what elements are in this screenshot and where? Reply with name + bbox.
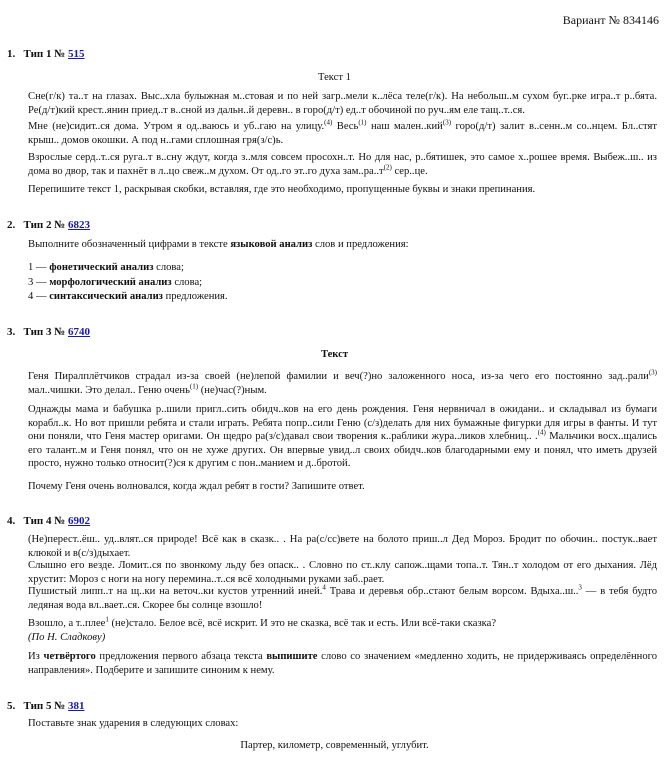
task-2-header: 2. Тип 2 № 6823 — [7, 219, 91, 231]
task-1-link[interactable]: 515 — [68, 48, 85, 60]
task-1-type: Тип 1 № — [23, 48, 66, 60]
task-4-instruction: Из четвёртого предложения первого абзаца текста выпишите слово со значением «медленно ходить, не придерживаясь определённого направления». Подберите и запишите синоним к нему. — [28, 651, 657, 676]
task-4-paragraph-2: Слышно его везде. Ломит..ся по звонкому льду без опаск.. . Словно по ст..клу сапож..щами топа..т. Тян..т холодом от его дыхания. Лёд хрустит: Мороз с ноги на ногу перемина..т..ся всё холодными руками заб..рает. — [28, 560, 657, 585]
task-1-paragraph-1: Сне(г/к) та..т на глазах. Выс..хла булыжная м..стовая и по ней загр..мели к..лёса теле(г/к). На небольш..м сухом буг..рке игра..т р..бята. Ре(д/т)кий крест..янин приед..т в..сной из дальн..й деревн.. в горо(д/т) ед..т обочиной по руч..ям еле тащ..т..ся. — [28, 91, 657, 116]
task-3-link[interactable]: 6740 — [68, 326, 91, 338]
task-5-link[interactable]: 381 — [68, 700, 85, 712]
task-3-paragraph-2: Однажды мама и бабушка р..шили пригл..сить обидч..ков на его день рождения. Геня нервничал в ожидани.. и складывал из бумаги корабл..к. Но вот пришли ребята и стали играть. Ребята попр..сили Геню (с/з)делать для них бумажные фигурки для игры в фанты. И тут они поняли, что Геня мастер оригами. Он щедро ра(з/с)давал свои творения к..раблики жура..ликов хлебниц.. .$^{(4)}$ Мальчики восх..щались его талант..м и Геня понял, что он не хуже других. Он впервые увид..л своих обидч..ков благодарными ему и понял, что иметь друзей просто, нужно только относит(?)ся к другим с пон..манием и д..бротой. — [28, 404, 657, 470]
task-1-header — [7, 47, 85, 61]
text-1-title: Текст 1 — [318, 72, 351, 83]
task-4-paragraph-4: Взошло, а т..плее$^1$ (не)стало. Белое всё, всё искрит. И это не сказка, всё так и есть. Или всё-таки сказка? — [28, 615, 497, 629]
task-5-instruction: Поставьте знак ударения в следующих словах: — [28, 718, 239, 729]
task-3-paragraph-1: Геня Пиралплётчиков страдал из-за своей (не)лепой фамилии и веч(?)но заложенного носа, из-за чего его постоянно зад..рали$^{(3)}$ мал..чишки. Это делал.. Геню очень$^{(1)}$ (не)час(?)ным. — [28, 368, 657, 396]
task-2-intro: Выполните обозначенный цифрами в тексте языковой анализ слов и предложения: — [28, 239, 409, 250]
list-item: 1 — фонетический анализ слова; — [28, 262, 184, 273]
task-4-header: 4. Тип 4 № 6902 — [7, 515, 91, 527]
task-5-words: Партер, километр, современный, углубит. — [240, 740, 429, 751]
task-2-list — [28, 261, 228, 305]
task-3-question: Почему Геня очень волновался, когда ждал ребят в гости? Запишите ответ. — [28, 481, 365, 492]
task-4-paragraph-3: Пушистый липп..т на щ..ки на веточ..ки кустов утренний иней.$^4$ Трава и деревья обр..стают белым ворсом. Вдыха..ш..$^3$ — в тебя будто ледяная вода вл..вает..ся. Скорее бы солнце взошло! — [28, 583, 658, 611]
list-item: 4 — синтаксический анализ предложения. — [28, 291, 228, 303]
task-4-author: (По Н. Сладкову) — [28, 632, 106, 643]
task-4-paragraph-1: (Не)перест..ёш.. уд..влят..ся природе! Всё как в сказк.. . На ра(с/сс)вете на болото приш..л Дед Мороз. Бродит по обочин.. постук..вает клюкой и в(с/з)дыхает. — [28, 534, 657, 559]
task-1-instruction: Перепишите текст 1, раскрывая скобки, вставляя, где это необходимо, пропущенные буквы и знаки препинания. — [28, 184, 536, 195]
task-2-link[interactable]: 6823 — [68, 219, 91, 231]
variant-number: Вариант № 834146 — [562, 13, 659, 27]
task-1-paragraph-3: Взрослые серд..т..ся руга..т в..сну ждут, когда з..мля совсем просохн..т. Но для нас, р..бятишек, это самое х..рошее время. Выбеж..ш.. из дома во двор, так и пахнёт в л..цо свеж..м духом. От од..го эт..го духа $зам..ра..т^{(2)}$ сер..це. — [28, 152, 657, 177]
task-1-num: 1. — [7, 48, 16, 60]
list-item: 3 — морфологический анализ слова; — [28, 276, 203, 288]
task-4-link[interactable]: 6902 — [68, 515, 91, 527]
text-3-title: Текст — [320, 349, 349, 360]
task-1-paragraph-2: Мне (не)сидит..ся дома. Утром я од..ваюсь и уб..гаю на улицу.$^{(4)}$ Весь$^{(1)}$ наш мален..кий$^{(3)}$ горо(д/т) залит в..сенн..м со..нцем. Бл..стят крыш.. домов окошки. А под н..гами сплошная гря(з/с)ь. — [28, 118, 658, 146]
task-3-header: 3. Тип 3 № 6740 — [7, 326, 91, 338]
task-5-header: 5. Тип 5 № 381 — [7, 700, 85, 712]
